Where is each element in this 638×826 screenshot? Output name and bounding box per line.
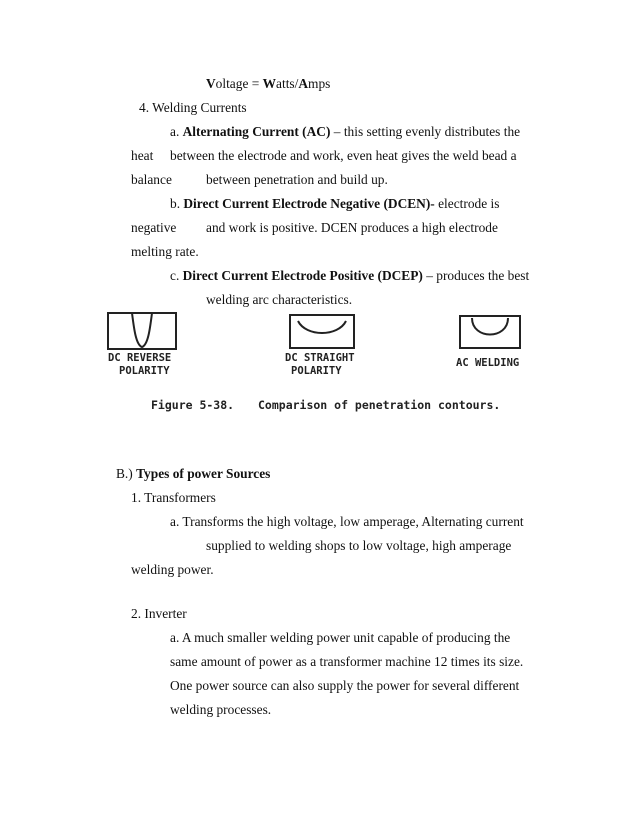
formula-text-3: mps (308, 76, 331, 91)
formula-v: V (206, 76, 216, 91)
dc-reverse-contour (106, 311, 178, 353)
section-b-title: Types of power Sources (136, 466, 271, 481)
figure-caption-number: Figure 5-38. (151, 398, 235, 412)
ac-term: Alternating Current (AC) (182, 124, 331, 139)
dcen-line-2b: and work is positive. DCEN produces a high electrode (206, 220, 498, 235)
formula-a: A (298, 76, 309, 91)
dcep-line-1 (170, 268, 529, 284)
formula-w: W (262, 76, 277, 91)
dcen-prefix: b. (170, 196, 184, 211)
ac-line-3a: balance (131, 172, 172, 187)
dcen-line-2a: negative (131, 220, 177, 235)
ac-line-1 (170, 124, 520, 140)
ac-prefix: a. (170, 124, 183, 139)
transformers-heading: 1. Transformers (131, 490, 216, 505)
ac-line-2a: heat (131, 148, 154, 163)
formula-text-2: atts/ (276, 76, 299, 91)
ac-welding-contour (458, 314, 522, 350)
inverter-line-2: same amount of power as a transformer machine 12 times its size. (170, 654, 524, 669)
voltage-formula (206, 76, 330, 92)
dcen-line-3: melting rate. (131, 244, 199, 259)
dc-straight-label-1: DC STRAIGHT (285, 352, 355, 364)
inverter-line-1: a. A much smaller welding power unit capable of producing the (170, 630, 511, 645)
transformers-line-3: welding power. (131, 562, 214, 577)
dcep-prefix: c. (170, 268, 183, 283)
transformers-line-2: supplied to welding shops to low voltage, high amperage (206, 538, 512, 553)
dc-reverse-label-1: DC REVERSE (108, 352, 172, 364)
inverter-line-3: One power source can also supply the power for several different (170, 678, 520, 693)
section-b-heading (116, 466, 270, 482)
dcen-line-1-rest: electrode is (434, 196, 500, 211)
dc-straight-label-2: POLARITY (291, 365, 342, 377)
inverter-heading: 2. Inverter (131, 606, 187, 621)
formula-text-1: oltage = (215, 76, 263, 91)
ac-line-2b: between the electrode and work, even heat gives the weld bead a (170, 148, 517, 163)
figure-caption-text: Comparison of penetration contours. (258, 398, 501, 412)
ac-line-1-rest: – this setting evenly distributes the (330, 124, 521, 139)
dcen-line-1 (170, 196, 499, 212)
dcep-line-2: welding arc characteristics. (206, 292, 353, 307)
dcep-line-1-rest: – produces the best (422, 268, 530, 283)
dc-straight-contour (288, 313, 356, 351)
ac-welding-label: AC WELDING (456, 357, 520, 369)
transformers-line-1: a. Transforms the high voltage, low amperage, Alternating current (170, 514, 524, 529)
ac-line-3b: between penetration and build up. (206, 172, 388, 187)
dcep-term: Direct Current Electrode Positive (DCEP) (182, 268, 423, 283)
welding-currents-heading: 4. Welding Currents (139, 100, 247, 115)
inverter-line-4: welding processes. (170, 702, 272, 717)
dcen-term: Direct Current Electrode Negative (DCEN)- (183, 196, 435, 211)
dc-reverse-label-2: POLARITY (119, 365, 170, 377)
section-b-label: B.) (116, 466, 133, 481)
